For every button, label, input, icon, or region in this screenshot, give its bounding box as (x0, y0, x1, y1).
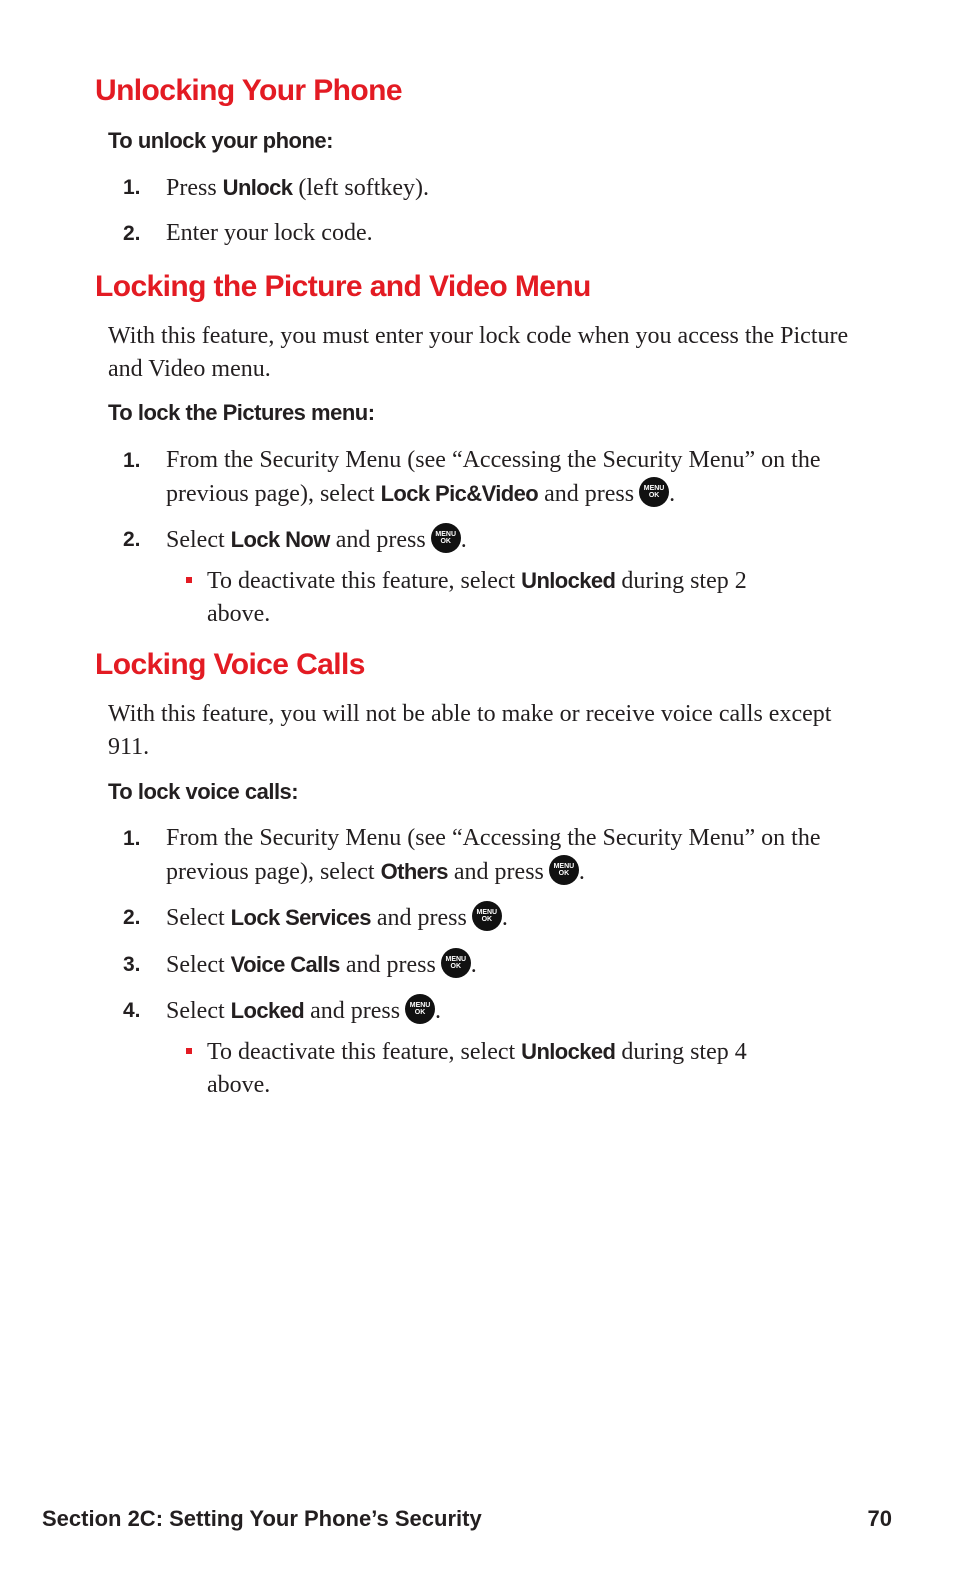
section-heading-unlocking: Unlocking Your Phone (95, 74, 402, 107)
section-heading-picture-video: Locking the Picture and Video Menu (95, 270, 591, 303)
step-number: 4. (123, 999, 141, 1022)
menu-ok-key-icon: MENU OK (472, 901, 502, 931)
subheading-lock-pictures: To lock the Pictures menu: (108, 400, 375, 425)
step-text: Enter your lock code. (166, 220, 373, 246)
subheading-lock-voice: To lock voice calls: (108, 779, 299, 804)
step-text: Select Lock Now and press MENU OK . (166, 523, 866, 557)
step-number: 2. (123, 906, 141, 929)
menu-ok-key-icon: MENU OK (431, 523, 461, 553)
step-text: Select Locked and press MENU OK . (166, 994, 866, 1028)
bullet-square-icon (186, 577, 192, 583)
step-text: Select Voice Calls and press MENU OK . (166, 948, 866, 982)
intro-paragraph: With this feature, you will not be able to make or receive voice calls except 911. (108, 701, 832, 760)
menu-ok-key-icon: MENU OK (549, 855, 579, 885)
ui-term: Lock Pic&Video (380, 481, 539, 506)
ui-term: Unlock (222, 175, 293, 200)
step-number: 2. (123, 222, 141, 245)
page-number: 70 (867, 1506, 892, 1531)
step-text: Select Lock Services and press MENU OK . (166, 901, 866, 935)
step-number: 3. (123, 953, 141, 976)
footer-section-title: Section 2C: Setting Your Phone’s Security (42, 1506, 482, 1531)
menu-ok-key-icon: MENU OK (405, 994, 435, 1024)
section-heading-voice-calls: Locking Voice Calls (95, 648, 365, 681)
ui-term: Others (380, 859, 448, 884)
bullet-square-icon (186, 1048, 192, 1054)
menu-ok-key-icon: MENU OK (639, 477, 669, 507)
step-text: From the Security Menu (see “Accessing the Security Menu” on the previous page), select Others and press MENU OK . (166, 825, 821, 885)
bullet-text: To deactivate this feature, select Unlocked during step 2 above. (207, 568, 747, 627)
step-number: 1. (123, 176, 141, 199)
menu-ok-key-icon: MENU OK (441, 948, 471, 978)
ui-term: Lock Services (230, 905, 371, 930)
ui-term: Voice Calls (230, 952, 340, 977)
step-number: 1. (123, 827, 141, 850)
intro-paragraph: With this feature, you must enter your lock code when you access the Picture and Video menu. (108, 323, 849, 382)
ui-term: Lock Now (230, 527, 330, 552)
step-text: Press Unlock (left softkey). (166, 175, 430, 201)
step-number: 1. (123, 449, 141, 472)
step-text: From the Security Menu (see “Accessing the Security Menu” on the previous page), select Lock Pic&Video and press MENU OK . (166, 447, 821, 507)
ui-term: Unlocked (521, 1039, 616, 1064)
ui-term: Locked (230, 998, 305, 1023)
bullet-text: To deactivate this feature, select Unlocked during step 4 above. (207, 1039, 747, 1098)
step-number: 2. (123, 528, 141, 551)
subheading-unlock: To unlock your phone: (108, 128, 333, 153)
ui-term: Unlocked (521, 568, 616, 593)
